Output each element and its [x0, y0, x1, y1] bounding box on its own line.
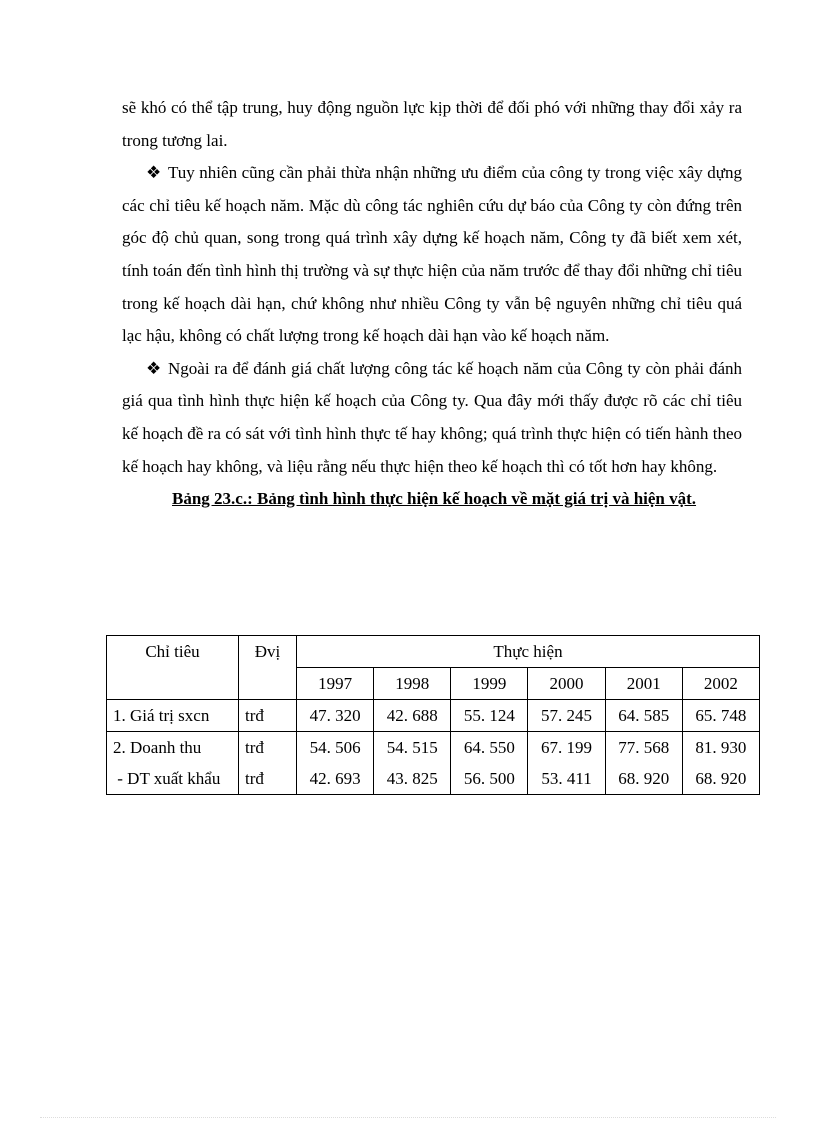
row-label-sub: - DT xuất khẩu [113, 769, 221, 788]
value-cell: 47. 320 [297, 700, 374, 732]
year-cell: 2001 [605, 668, 682, 700]
value-cell: 42. 688 [374, 700, 451, 732]
value-cell: 81. 930 68. 920 [682, 732, 759, 795]
diamond-bullet-icon: ❖ [146, 358, 162, 378]
year-cell: 1998 [374, 668, 451, 700]
row-label [107, 732, 239, 795]
paragraph-2 [122, 157, 742, 353]
table-caption: Bảng 23.c.: Bảng tình hình thực hiện kế hoạch về mặt giá trị và hiện vật. [172, 489, 697, 509]
document-body [122, 92, 742, 516]
row-label-main: 2. Doanh thu [113, 738, 202, 757]
diamond-bullet-icon: ❖ [146, 163, 162, 183]
page-divider [40, 1117, 776, 1118]
paragraph-3 [122, 353, 742, 483]
value-cell: 64. 585 [605, 700, 682, 732]
year-cell: 2002 [682, 668, 759, 700]
value-cell: 77. 568 68. 920 [605, 732, 682, 795]
table-row [107, 700, 760, 732]
header-indicator: Chỉ tiêu [107, 636, 239, 700]
paragraph-1: sẽ khó có thể tập trung, huy động nguồn lực kịp thời để đối phó với những thay đổi xảy ra trong tương lai. [122, 98, 742, 150]
header-group: Thực hiện [297, 636, 760, 668]
value-cell: 64. 550 56. 500 [451, 732, 528, 795]
year-cell: 1997 [297, 668, 374, 700]
year-cell: 1999 [451, 668, 528, 700]
row-unit: trđ trđ [239, 732, 297, 795]
header-unit: Đvị [239, 636, 297, 700]
year-cell: 2000 [528, 668, 605, 700]
paragraph-2-text: Tuy nhiên cũng cần phải thừa nhận những ưu điểm của công ty trong việc xây dựng các chỉ tiêu kế hoạch năm. Mặc dù công tác nghiên cứu dự báo của Công ty còn đứng trên góc độ chủ quan, song trong quá trình xây dựng kế hoạch năm, Công ty đã biết xem xét, tính toán đến tình hình thị trường và sự thực hiện của năm trước để thay đổi những chỉ tiêu trong kế hoạch dài hạn, chứ không như nhiều Công ty vẫn bệ nguyên những chỉ tiêu quá lạc hậu, không có chất lượng trong kế hoạch dài hạn vào kế hoạch năm. [122, 163, 742, 346]
value-cell: 57. 245 [528, 700, 605, 732]
table-header-row [107, 636, 760, 668]
row-label: 1. Giá trị sxcn [107, 700, 239, 732]
value-cell: 65. 748 [682, 700, 759, 732]
table-row [107, 732, 760, 795]
paragraph-3-text: Ngoài ra để đánh giá chất lượng công tác kế hoạch năm của Công ty còn phải đánh giá qua tình hình thực hiện kế hoạch của Công ty. Qua đây mới thấy được rõ các chỉ tiêu kế hoạch đề ra có sát với tình hình thực tế hay không; quá trình thực hiện có tiến hành theo kế hoạch hay không, và liệu rằng nếu thực hiện theo kế hoạch thì có tốt hơn hay không. [122, 358, 742, 476]
results-table [106, 635, 760, 795]
value-cell: 54. 515 43. 825 [374, 732, 451, 795]
value-cell: 54. 506 42. 693 [297, 732, 374, 795]
value-cell: 67. 199 53. 411 [528, 732, 605, 795]
row-unit: trđ [239, 700, 297, 732]
value-cell: 55. 124 [451, 700, 528, 732]
